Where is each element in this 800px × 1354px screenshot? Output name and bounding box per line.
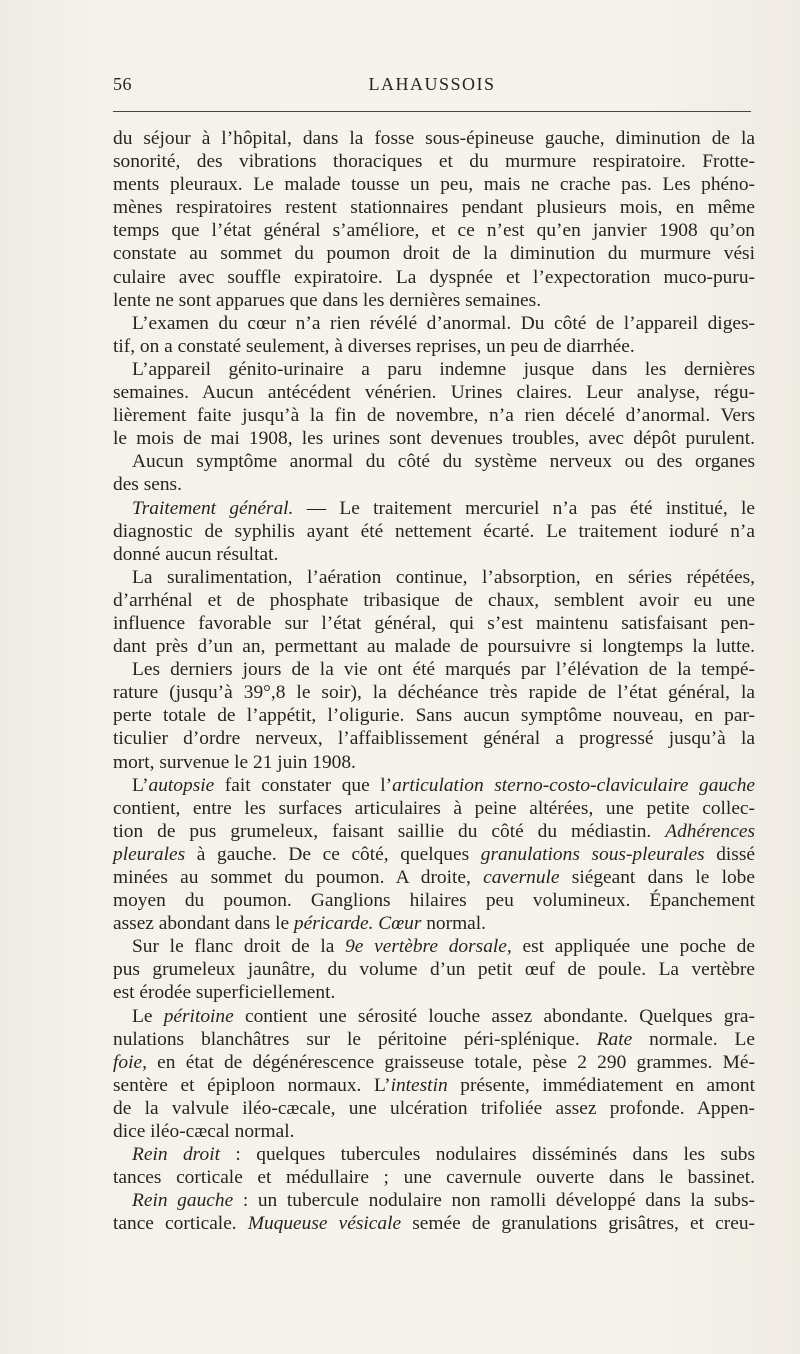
text-span: temps que l’état général s’améliore, et ce n’est qu’en janvier 1908 qu’on (113, 220, 755, 242)
text-span: le mois de mai 1908, les urines sont devenues troubles, avec dépôt purulent. (113, 428, 755, 450)
text-span: Aucun symptôme anormal du côté du système nerveux ou des organes (132, 451, 755, 473)
text-span: mènes respiratoires restent stationnaires pendant plusieurs mois, en même (113, 197, 755, 219)
text-line (113, 866, 755, 889)
text-span: diagnostic de syphilis ayant été nettement écarté. Le traitement ioduré n’a (113, 520, 755, 542)
text-span: en état de dégénérescence graisseuse totale, pèse 2 290 grammes. Mé- (146, 1051, 755, 1073)
text-span: tif, on a constaté seulement, à diverses reprises, un peu de diarrhée. (113, 335, 635, 357)
page-number: 56 (113, 74, 132, 94)
text-span: donné aucun résultat. (113, 543, 279, 565)
text-line (113, 381, 755, 404)
text-line (113, 1074, 755, 1097)
text-line (113, 312, 755, 335)
italic-text: Rein droit (132, 1144, 220, 1166)
text-span: fait constater que l’ (214, 774, 393, 796)
text-span: nulations blanchâtres sur le péritoine péri-splénique. (113, 1028, 597, 1050)
text-line (113, 1097, 755, 1120)
text-span: rature (jusqu’à 39°,8 le soir), la déchéance très rapide de l’état général, la (113, 682, 755, 704)
text-span: est appliquée une poche de (511, 936, 755, 958)
text-span: L’examen du cœur n’a rien révélé d’anormal. Du côté de l’appareil diges- (132, 312, 755, 334)
text-line (113, 1005, 755, 1028)
text-span: ticulier d’ordre nerveux, l’affaiblissement général a progressé jusqu’à la (113, 728, 755, 750)
text-line (113, 589, 755, 612)
text-line (113, 774, 755, 797)
text-line (113, 1166, 755, 1189)
italic-text: autopsie (148, 774, 215, 796)
text-span: dant près d’un an, permettant au malade de poursuivre si longtemps la lutte. (113, 636, 755, 658)
text-span: Les derniers jours de la vie ont été marqués par l’élévation de la tempé- (132, 659, 755, 681)
text-line (113, 1051, 755, 1074)
text-line (113, 358, 755, 381)
text-span: : quelques tubercules nodulaires disséminés dans les subs (219, 1144, 756, 1166)
italic-text: Traitement général. (132, 497, 294, 519)
italic-text: intestin (390, 1074, 448, 1096)
text-span: contient une sérosité louche assez abondante. Quelques gra- (233, 1005, 755, 1027)
text-span: tion de pus grumeleux, faisant saillie du côté du médiastin. (113, 820, 666, 842)
text-span: normale. Le (632, 1028, 755, 1050)
text-line (113, 889, 755, 912)
italic-text: Muqueuse vésicale (247, 1213, 402, 1235)
italic-text: 9e vertèbre dorsale, (345, 936, 512, 958)
text-span: L’ (132, 774, 149, 796)
text-line (113, 658, 755, 681)
text-line (113, 497, 755, 520)
text-line (113, 727, 755, 750)
text-line (113, 196, 755, 219)
text-span: contient, entre les surfaces articulaires à peine altérées, une petite collec- (113, 797, 755, 819)
text-line (113, 681, 755, 704)
text-span: normal. (421, 913, 487, 935)
text-span: présente, immédiatement en amont (447, 1074, 755, 1096)
page-header (113, 74, 751, 104)
text-span: du séjour à l’hôpital, dans la fosse sous-épineuse gauche, diminution de la (113, 128, 755, 149)
text-line (113, 704, 755, 727)
text-line (113, 266, 755, 289)
text-line (113, 289, 755, 312)
text-span: moyen du poumon. Ganglions hilaires peu volumineux. Épanchement (113, 890, 755, 912)
text-line (113, 1189, 755, 1212)
text-line (113, 797, 755, 820)
text-line (113, 404, 755, 427)
body-text (113, 127, 755, 1236)
text-span: perte totale de l’appétit, l’oligurie. Sans aucun symptôme nouveau, en par- (113, 705, 755, 727)
text-span: ments pleuraux. Le malade tousse un peu, mais ne crache pas. Les phéno- (113, 174, 755, 196)
text-span: sonorité, des vibrations thoraciques et du murmure respiratoire. Frotte- (113, 151, 755, 173)
text-line (113, 566, 755, 589)
text-span: est érodée superficiellement. (113, 982, 336, 1004)
text-span: à gauche. De ce côté, quelques (185, 843, 481, 865)
text-line (113, 173, 755, 196)
italic-text: articulation sterno-costo-claviculaire gauche (392, 774, 755, 796)
header-rule (113, 111, 751, 112)
text-span: des sens. (113, 474, 182, 496)
text-line (113, 820, 755, 843)
text-line (113, 912, 755, 935)
text-line (113, 981, 755, 1004)
text-span: siégeant dans le lobe (559, 867, 755, 888)
text-line (113, 150, 755, 173)
text-line (113, 219, 755, 242)
text-span: L’appareil génito-urinaire a paru indemne jusque dans les dernières (132, 358, 755, 380)
text-span: sentère et épiploon normaux. L’ (113, 1074, 391, 1096)
text-span: d’arrhénal et de phosphate tribasique de chaux, semblent avoir eu une (113, 589, 755, 611)
text-line (113, 1212, 755, 1235)
italic-text: péritoine (163, 1005, 234, 1027)
text-line (113, 543, 755, 566)
text-line (113, 242, 755, 265)
italic-text: pleurales (113, 843, 186, 865)
text-span: constate au sommet du poumon droit de la diminution du murmure vési (113, 243, 755, 265)
text-line (113, 127, 755, 150)
text-span: Sur le flanc droit de la (132, 936, 346, 958)
text-line (113, 612, 755, 635)
text-span: La suralimentation, l’aération continue, l’absorption, en séries répétées, (132, 566, 755, 588)
text-line (113, 335, 755, 358)
text-line (113, 843, 755, 866)
text-span: pus grumeleux jaunâtre, du volume d’un petit œuf de poule. La vertèbre (113, 959, 755, 981)
text-line (113, 1143, 755, 1166)
text-span: culaire avec souffle expiratoire. La dyspnée et l’expectoration muco-puru- (113, 266, 755, 288)
text-line (113, 635, 755, 658)
italic-text: granulations sous-pleurales (480, 843, 705, 865)
text-span: lièrement faite jusqu’à la fin de novembre, n’a rien décelé d’anormal. Vers (113, 405, 755, 427)
text-span: de la valvule iléo-cæcale, une ulcération trifoliée assez profonde. Appen- (113, 1097, 755, 1119)
text-line (113, 473, 755, 496)
text-line (113, 427, 755, 450)
text-line (113, 1028, 755, 1051)
text-line (113, 935, 755, 958)
italic-text: Rate (596, 1028, 633, 1050)
italic-text: cavernule (483, 867, 560, 888)
text-span: — Le traitement mercuriel n’a pas été institué, le (293, 497, 755, 519)
text-span: minées au sommet du poumon. A droite, (113, 867, 484, 888)
text-line (113, 958, 755, 981)
italic-text: Adhérences (665, 820, 755, 842)
text-span: semée de granulations grisâtres, et creu- (401, 1213, 756, 1235)
text-line (113, 751, 755, 774)
italic-text: péricarde. Cœur (293, 913, 422, 935)
text-span: dice iléo-cæcal normal. (113, 1121, 295, 1143)
running-title: LAHAUSSOIS (368, 74, 496, 94)
text-span: lente ne sont apparues que dans les dernières semaines. (113, 289, 542, 311)
text-span: semaines. Aucun antécédent vénérien. Urines claires. Leur analyse, régu- (113, 382, 755, 404)
italic-text: foie, (113, 1051, 147, 1073)
text-line (113, 1120, 755, 1143)
text-span: dissé (704, 843, 756, 865)
text-span: tance corticale. (113, 1213, 248, 1235)
text-span: Le (132, 1005, 164, 1027)
italic-text: Rein gauche (132, 1190, 234, 1212)
text-line (113, 450, 755, 473)
text-line (113, 520, 755, 543)
text-span: tances corticale et médullaire ; une cavernule ouverte dans le bassinet. (113, 1167, 755, 1189)
text-span: assez abondant dans le (113, 913, 294, 935)
text-span: : un tubercule nodulaire non ramolli développé dans la subs- (233, 1190, 755, 1212)
text-span: mort, survenue le 21 juin 1908. (113, 751, 356, 773)
text-span: influence favorable sur l’état général, qui s’est maintenu satisfaisant pen- (113, 612, 755, 634)
